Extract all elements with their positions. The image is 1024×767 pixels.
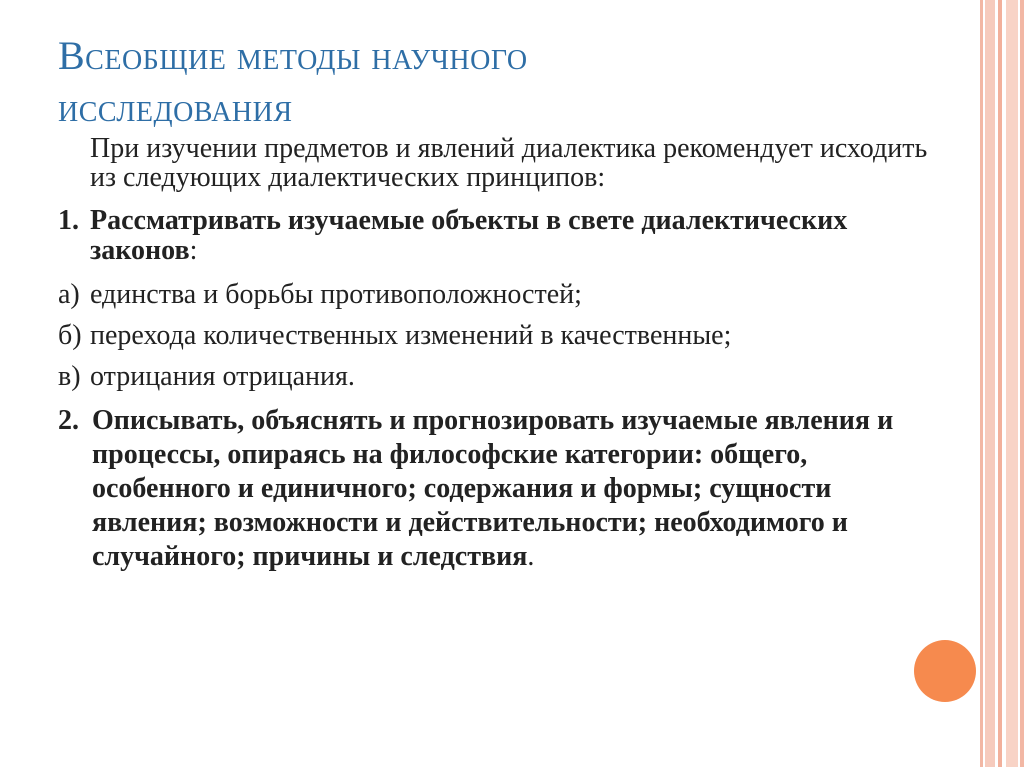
principle-2	[58, 404, 938, 574]
law-text: единства и борьбы противоположностей;	[90, 279, 582, 310]
principle-1-number: 1.	[58, 205, 79, 236]
slide-title-line-2: исследования	[58, 85, 293, 130]
decorative-circle	[914, 640, 976, 702]
principle-1-text: Рассматривать изучаемые объекты в свете диалектических законов	[90, 205, 848, 266]
principle-1-text-wrap	[90, 206, 938, 266]
intro-paragraph: При изучении предметов и явлений диалектика рекомендует исходить из следующих диалектических принципов:	[90, 133, 928, 193]
law-marker: б)	[58, 320, 82, 351]
principle-2-tail: .	[527, 541, 535, 572]
slide-body	[58, 134, 938, 574]
law-item	[58, 280, 938, 310]
law-marker: в)	[58, 361, 81, 392]
principle-2-number: 2.	[58, 405, 79, 436]
principle-2-text-wrap	[92, 404, 938, 574]
decorative-stripe	[998, 0, 1002, 767]
slide-title-line-1: Всеобщие методы научного	[58, 33, 528, 78]
decorative-stripe	[1006, 0, 1018, 767]
decorative-stripe	[980, 0, 983, 767]
slide-title	[58, 30, 938, 134]
decorative-stripe	[1020, 0, 1024, 767]
law-item	[58, 362, 938, 392]
principle-1	[58, 206, 938, 266]
law-text: перехода количественных изменений в качественные;	[90, 320, 732, 351]
law-marker: а)	[58, 279, 80, 310]
law-item	[58, 321, 938, 351]
decorative-stripe	[985, 0, 995, 767]
law-text: отрицания отрицания.	[90, 361, 355, 392]
principle-1-tail: :	[189, 235, 198, 266]
principle-2-text: Описывать, объяснять и прогнозировать изучаемые явления и процессы, опираясь на философские категории: общего, особенного и единичного; содержания и формы; сущности явления; возможности и действительности; необходимого и случайного; причины и следствия	[92, 405, 894, 572]
